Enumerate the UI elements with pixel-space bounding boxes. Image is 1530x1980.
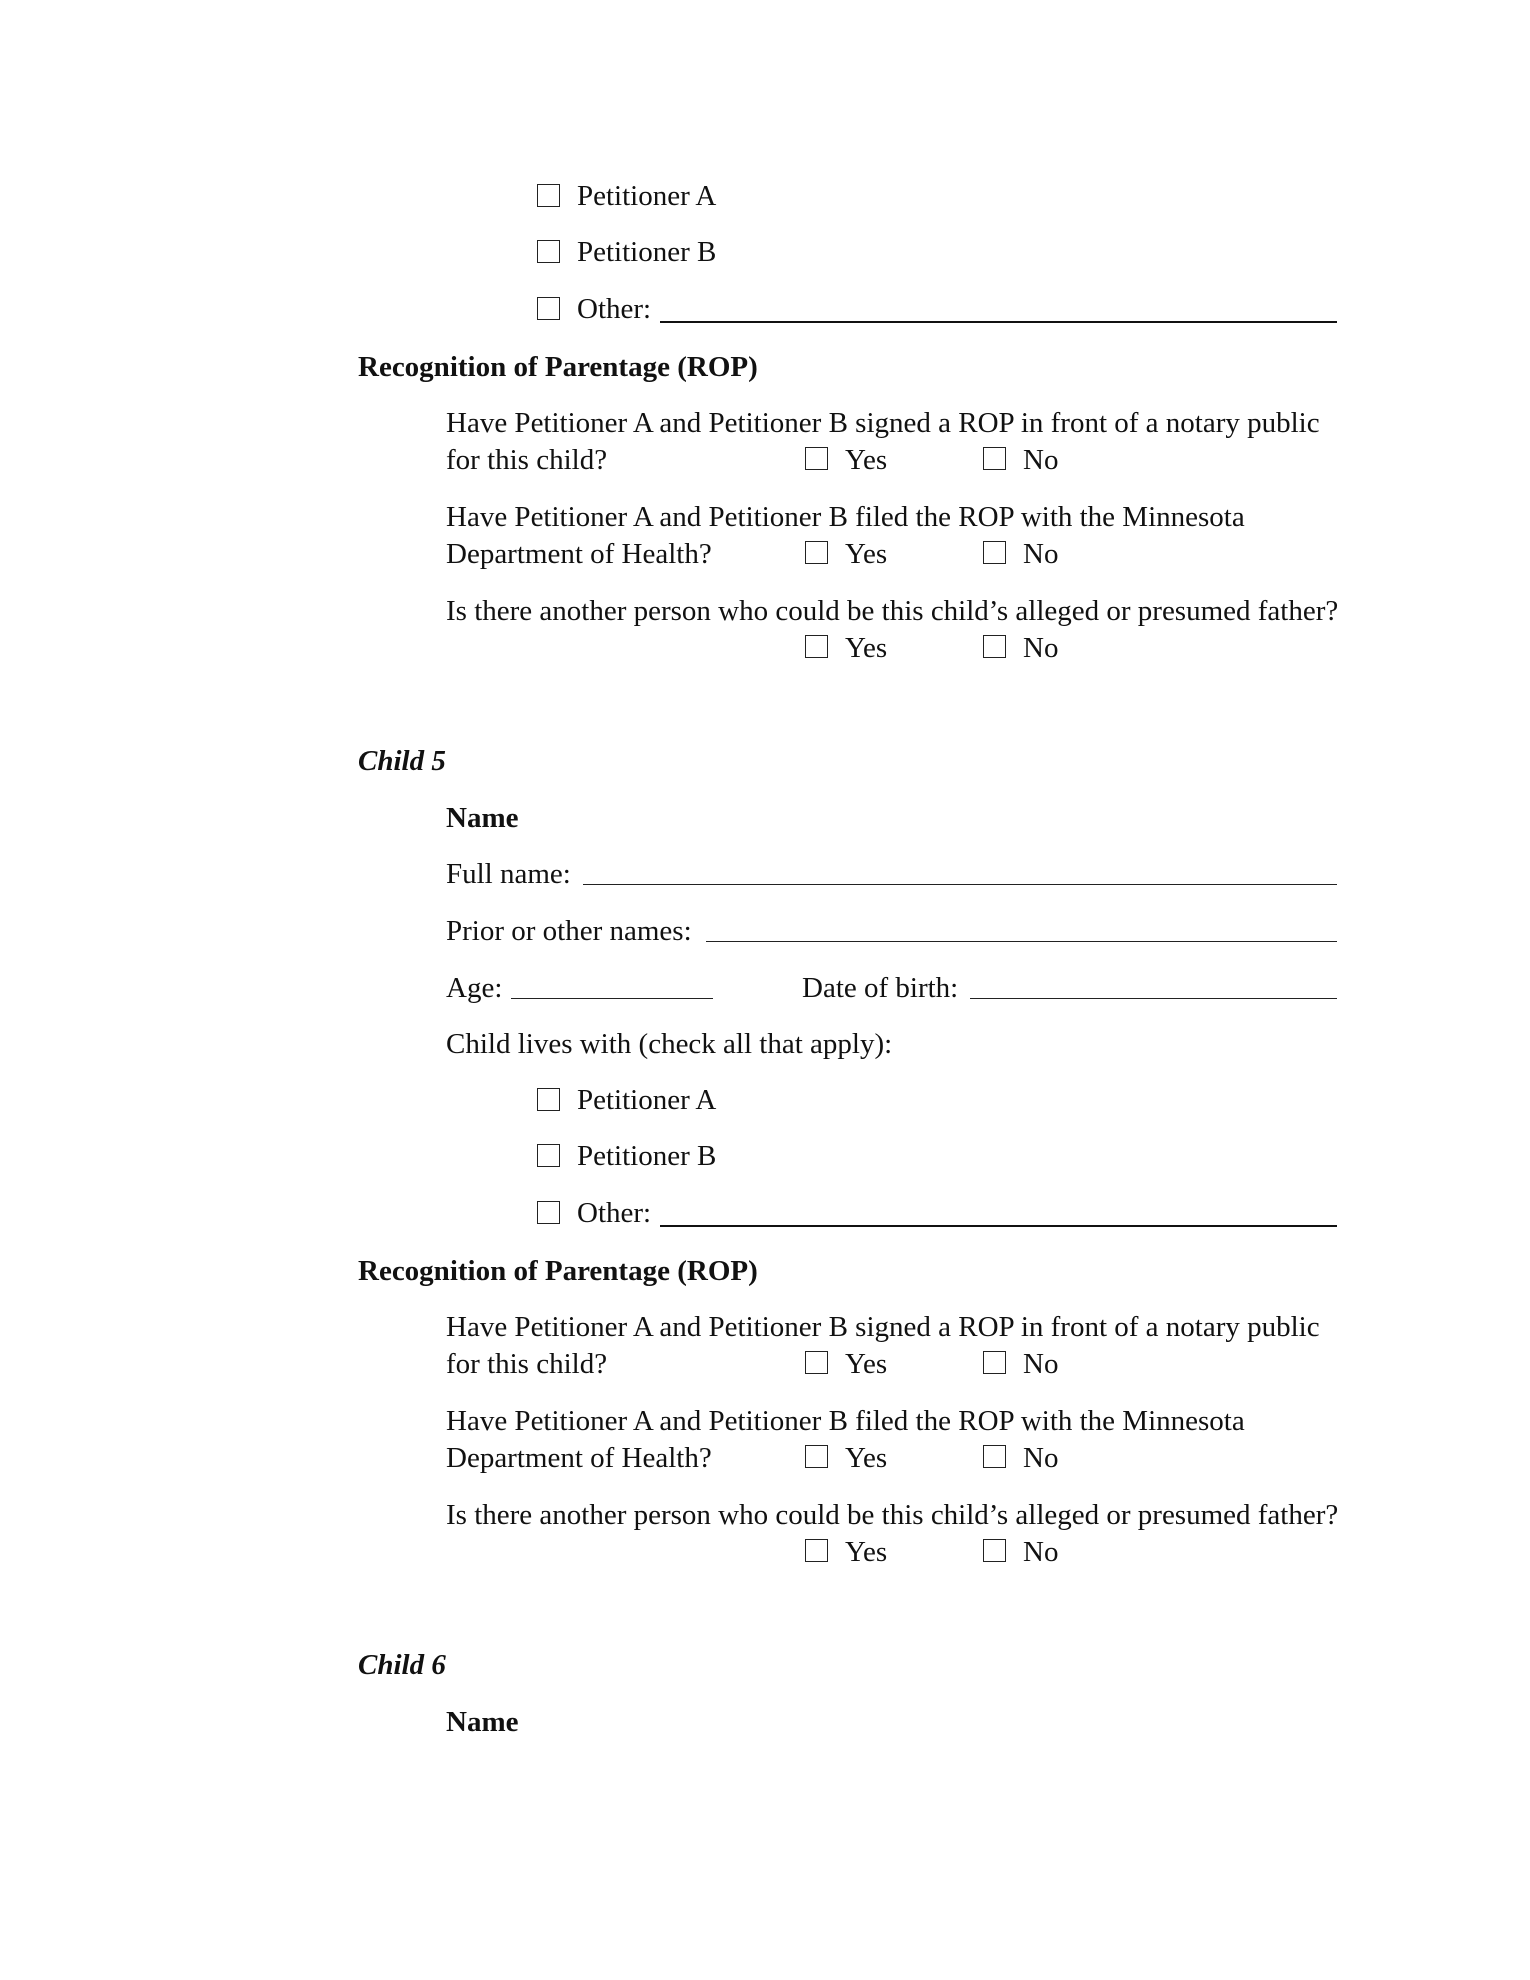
child5-age-label: Age: <box>446 972 503 1004</box>
rop2-q3-no-checkbox[interactable] <box>983 1539 1006 1562</box>
child6-name-heading: Name <box>446 1706 519 1738</box>
rop2-q1-yes-label: Yes <box>845 1348 888 1380</box>
child5-prior-names-label: Prior or other names: <box>446 915 692 947</box>
child5-dob-label: Date of birth: <box>802 972 959 1004</box>
child5-dob-input-line[interactable] <box>970 998 1337 999</box>
petitioner-b-checkbox[interactable] <box>537 240 560 263</box>
child5-petitioner-b-checkbox[interactable] <box>537 1144 560 1167</box>
petitioner-a-label: Petitioner A <box>577 180 717 212</box>
child5-petitioner-a-label: Petitioner A <box>577 1084 717 1116</box>
rop-q2-yes-checkbox[interactable] <box>805 541 828 564</box>
rop-q2-line2: Department of Health? <box>446 538 712 570</box>
rop-q3-no-checkbox[interactable] <box>983 635 1006 658</box>
rop2-q2-line1: Have Petitioner A and Petitioner B filed the ROP with the Minnesota <box>446 1405 1245 1437</box>
other-label: Other: <box>577 293 652 325</box>
child5-lives-with-label: Child lives with (check all that apply): <box>446 1028 893 1060</box>
rop-q1-line2: for this child? <box>446 444 608 476</box>
child5-title: Child 5 <box>358 745 446 777</box>
child5-name-heading: Name <box>446 802 519 834</box>
rop2-q3-yes-label: Yes <box>845 1536 888 1568</box>
rop-q1-line1: Have Petitioner A and Petitioner B signed a ROP in front of a notary public <box>446 407 1320 439</box>
rop-heading: Recognition of Parentage (ROP) <box>358 351 758 383</box>
child5-petitioner-b-label: Petitioner B <box>577 1140 717 1172</box>
rop-q1-no-label: No <box>1023 444 1059 476</box>
petitioner-a-checkbox[interactable] <box>537 184 560 207</box>
child5-age-input-line[interactable] <box>511 998 713 999</box>
child5-other-label: Other: <box>577 1197 652 1229</box>
rop-q3-yes-label: Yes <box>845 632 888 664</box>
rop2-q2-yes-label: Yes <box>845 1442 888 1474</box>
rop2-q3-line1: Is there another person who could be this child’s alleged or presumed father? <box>446 1499 1339 1531</box>
child5-full-name-input-line[interactable] <box>583 884 1337 885</box>
other-input-line[interactable] <box>660 321 1337 323</box>
rop-q3-yes-checkbox[interactable] <box>805 635 828 658</box>
rop2-q3-yes-checkbox[interactable] <box>805 1539 828 1562</box>
rop-q1-no-checkbox[interactable] <box>983 447 1006 470</box>
rop-q3-no-label: No <box>1023 632 1059 664</box>
rop2-q1-no-label: No <box>1023 1348 1059 1380</box>
rop2-q1-line1: Have Petitioner A and Petitioner B signed a ROP in front of a notary public <box>446 1311 1320 1343</box>
rop2-q1-no-checkbox[interactable] <box>983 1351 1006 1374</box>
petitioner-b-label: Petitioner B <box>577 236 717 268</box>
rop-q2-no-checkbox[interactable] <box>983 541 1006 564</box>
rop-heading-2: Recognition of Parentage (ROP) <box>358 1255 758 1287</box>
rop-q2-no-label: No <box>1023 538 1059 570</box>
rop2-q2-no-label: No <box>1023 1442 1059 1474</box>
rop-q3-line1: Is there another person who could be this child’s alleged or presumed father? <box>446 595 1339 627</box>
child5-other-checkbox[interactable] <box>537 1201 560 1224</box>
rop2-q1-yes-checkbox[interactable] <box>805 1351 828 1374</box>
rop2-q2-line2: Department of Health? <box>446 1442 712 1474</box>
rop2-q3-no-label: No <box>1023 1536 1059 1568</box>
rop-q1-yes-label: Yes <box>845 444 888 476</box>
rop-q2-yes-label: Yes <box>845 538 888 570</box>
other-checkbox[interactable] <box>537 297 560 320</box>
child6-title: Child 6 <box>358 1649 446 1681</box>
child5-full-name-label: Full name: <box>446 858 571 890</box>
rop2-q2-yes-checkbox[interactable] <box>805 1445 828 1468</box>
rop-q1-yes-checkbox[interactable] <box>805 447 828 470</box>
child5-other-input-line[interactable] <box>660 1225 1337 1227</box>
child5-prior-names-input-line[interactable] <box>706 941 1337 942</box>
rop2-q1-line2: for this child? <box>446 1348 608 1380</box>
rop2-q2-no-checkbox[interactable] <box>983 1445 1006 1468</box>
child5-petitioner-a-checkbox[interactable] <box>537 1088 560 1111</box>
rop-q2-line1: Have Petitioner A and Petitioner B filed the ROP with the Minnesota <box>446 501 1245 533</box>
